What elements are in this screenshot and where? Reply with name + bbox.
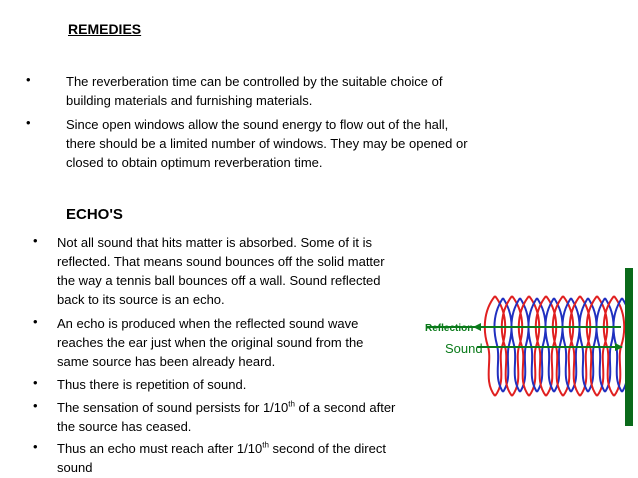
remedies-item-2: [66, 115, 468, 172]
text-line: back to its source is an echo.: [57, 292, 225, 307]
text-line: same source has been already heard.: [57, 354, 276, 369]
echo-item-4: [57, 398, 395, 436]
bullet-marker: •: [26, 72, 31, 87]
superscript: th: [262, 440, 269, 450]
text-line: reflected. That means sound bounces off the solid matter: [57, 254, 385, 269]
text-line: building materials and furnishing materials.: [66, 93, 313, 108]
bullet-marker: •: [26, 115, 31, 130]
remedies-item-1: [66, 72, 443, 110]
echo-item-1: [57, 233, 385, 309]
reflection-label: Reflection: [425, 323, 474, 334]
echo-reflection-figure: [425, 268, 638, 426]
text-line: Thus there is repetition of sound.: [57, 377, 247, 392]
text-line: reaches the ear just when the original sound from the: [57, 335, 364, 350]
sound-label: Sound: [445, 341, 483, 356]
bullet-marker: •: [33, 375, 38, 390]
reflection-arrowhead: [473, 323, 481, 331]
text-line: [57, 398, 395, 417]
bullet-marker: •: [33, 314, 38, 329]
text-line: the source has ceased.: [57, 419, 192, 434]
text-segment: of a second after: [294, 400, 396, 415]
echo-item-5: [57, 439, 386, 477]
text-segment: Thus an echo must reach after 1/10: [57, 441, 263, 456]
text-line: the way a tennis ball bounces off a wall. Sound reflected: [57, 273, 381, 288]
superscript: th: [288, 399, 295, 409]
text-line: An echo is produced when the reflected sound wave: [57, 316, 359, 331]
bullet-marker: •: [33, 439, 38, 454]
text-line: Since open windows allow the sound energy to flow out of the hall,: [66, 117, 449, 132]
text-line: there should be a limited number of windows. They may be opened or: [66, 136, 468, 151]
bullet-marker: •: [33, 398, 38, 413]
echo-item-3: [57, 375, 246, 394]
reflecting-wall: [625, 268, 633, 426]
text-segment: The sensation of sound persists for 1/10: [57, 400, 289, 415]
text-line: closed to obtain optimum reverberation time.: [66, 155, 323, 170]
echo-item-2: [57, 314, 363, 371]
text-line: Not all sound that hits matter is absorbed. Some of it is: [57, 235, 373, 250]
echo-heading: ECHO'S: [66, 206, 123, 223]
text-line: [57, 439, 386, 458]
text-line: sound: [57, 460, 93, 475]
text-line: The reverberation time can be controlled by the suitable choice of: [66, 74, 443, 89]
text-segment: second of the direct: [268, 441, 386, 456]
bullet-marker: •: [33, 233, 38, 248]
remedies-heading: REMEDIES: [68, 21, 142, 37]
